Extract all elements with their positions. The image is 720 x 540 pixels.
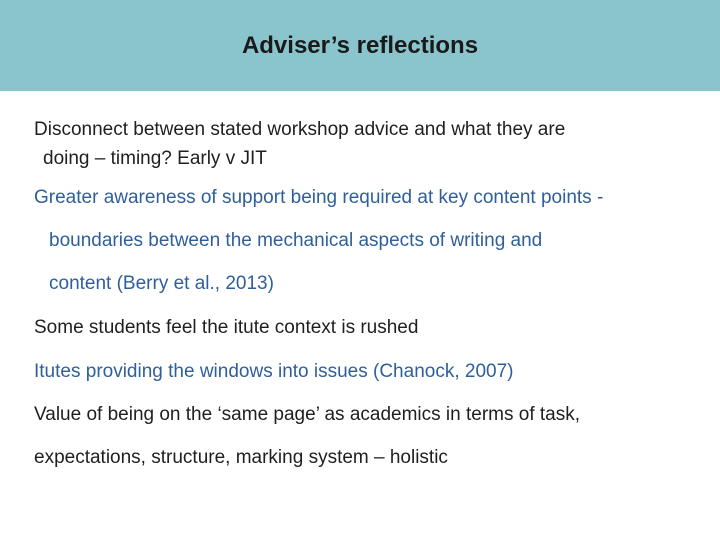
slide-title: Adviser’s reflections <box>241 31 479 59</box>
point-1-line-1: Disconnect between stated workshop advice and what they are <box>34 119 566 140</box>
title-bar <box>0 0 720 91</box>
point-3-line-1: Some students feel the itute context is rushed <box>34 317 419 338</box>
point-2-line-2: boundaries between the mechanical aspects of writing and <box>49 230 543 251</box>
point-5-line-1: Value of being on the ‘same page’ as academics in terms of task, <box>34 404 581 425</box>
point-1-line-2: doing – timing? Early v JIT <box>43 148 267 169</box>
point-4-line-1: Itutes providing the windows into issues (Chanock, 2007) <box>34 361 514 382</box>
point-2-line-3: content (Berry et al., 2013) <box>49 273 274 294</box>
point-5-line-2: expectations, structure, marking system – holistic <box>34 447 448 468</box>
point-2-line-1: Greater awareness of support being required at key content points - <box>34 187 604 208</box>
